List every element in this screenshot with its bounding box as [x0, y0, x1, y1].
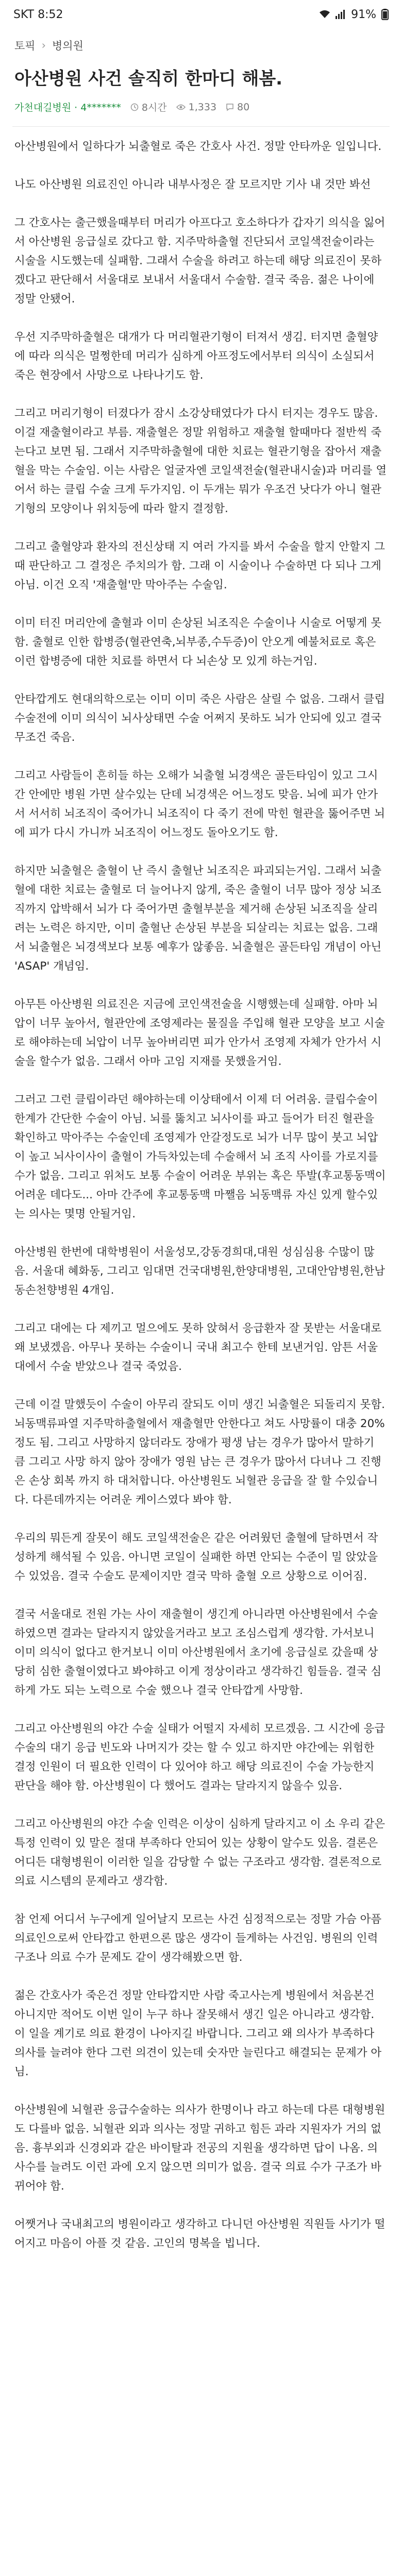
- body-paragraph: 어쨋거나 국내최고의 병원이라고 생각하고 다니던 아산병원 직원들 사기가 떨어지고 마음이 아플 것 같음. 고인의 명복을 빕니다.: [14, 2218, 386, 2250]
- post-views: 1,333: [188, 101, 217, 113]
- body-paragraph: 참 언제 어디서 누구에게 일어날지 모르는 사건 심정적으로는 정말 가슴 아픔 의료인으로써 안타깝고 한편으론 많은 생각이 들게하는 사건임. 병원의 인력 구조나 의료 수가 문제도 같이 생각해봤으면 함.: [14, 1913, 382, 1964]
- post-comments-count: 80: [237, 101, 250, 113]
- body-paragraph: 그리고 사람들이 흔히들 하는 오해가 뇌출혈 뇌경색은 골든타임이 있고 그시간 안에만 병원 가면 살수있는 단데 뇌경색은 어느정도 맞음. 뇌에 피가 안가서 서서히 뇌조직이 죽어가니 뇌조직이 다 죽기 전에 막힌 혈관을 뚫어주면 뇌에 피가 다시 가니까 뇌조직이 어느정도 돌아오기도 함.: [14, 769, 386, 839]
- status-icons: [319, 8, 389, 21]
- body-paragraph: 결국 서울대로 전원 가는 사이 재출혈이 생긴게 아니라면 아산병원에서 수술하였으면 결과는 달라지지 않았을거라고 보고 조심스럽게 생각함. 가서보니 이미 의식이 없다고 한거보니 이미 아산병원에서 초기에 응급실로 갔을때 상당히 심한 출혈이였다고 봐야하고 이게 정상이라고 생각하긴 힘들음. 결국 심하게 가도 되는 노력으로 수술 했으나 결국 안타깝게 사망함.: [14, 1608, 382, 1697]
- body-paragraph: 안타깝게도 현대의학으로는 이미 이미 죽은 사람은 살릴 수 없음. 그래서 클립 수술전에 이미 의식이 뇌사상태면 수술 어쩌지 못하도 뇌가 안되에 있고 결국 무조건 죽음.: [14, 693, 386, 744]
- post-views-wrap: [176, 101, 216, 113]
- post-comments-wrap: [226, 101, 249, 113]
- body-paragraph: 그리고 아산병원의 야간 수술 인력은 이상이 심하게 달라지고 이 소 우리 같은 특정 인력이 있 말은 절대 부족하다 안되어 있는 상황이 알수도 있음. 결론은 어디든 대형병원이 이러한 일을 감당할 수 없는 구조라고 생각함. 결론적으로 의료 시스템의 문제라고 생각함.: [14, 1818, 386, 1888]
- body-paragraph: 그러고 그런 클립이라던 해야하는데 이상태에서 이제 더 어려움. 클립수술이 한계가 간단한 수술이 아님. 뇌를 뚫치고 뇌사이를 파고 들어가 터진 혈관을 확인하고 막아주는 수술인데 조영제가 안갈정도로 뇌가 너무 많이 붓고 뇌압이 높고 뇌사이사이 출혈이 가득차있는데 수술해서 뇌 조직 사이를 가로지를수가 없음. 그리고 위처도 보통 수술이 어려운 부위는 혹은 뚜발(후교통동맥이 어려운 데다도... 아마 간주에 후교통동맥 마쨀음 뇌동맥류 자신 있게 할수있는 의사는 몇명 안될거임.: [14, 1093, 386, 1221]
- body-paragraph: 아산병원 한번에 대학병원이 서울성모,강동경희대,대원 성심심용 수많이 많음. 서울대 혜화동, 그리고 임대면 건국대병원,한양대병원, 고대안암병원,한남동손천향병원 4개임.: [14, 1246, 386, 1297]
- body-paragraph: 젊은 간호사가 죽은건 정말 안타깝지만 사람 죽고사는게 병원에서 처음본건 아니지만 적어도 이번 일이 누구 하나 잘못해서 생긴 일은 아니라고 생각함. 이 일을 계기로 의료 환경이 나아지길 바랍니다. 그리고 왜 의사가 부족하다 의사를 늘려야 한다 그런 의견이 있는데 숫자만 늘린다고 해결되는 문제가 아님.: [14, 1989, 382, 2078]
- breadcrumb: [0, 29, 402, 62]
- status-time: SKT 8:52: [13, 8, 63, 21]
- body-paragraph: 아무튼 아산병원 의료진은 지금에 코인색전술을 시행했는데 실패함. 아마 뇌압이 너무 높아서, 혈관안에 조영제라는 물질을 주입해 혈관 모양을 보고 시술로 해야하는데 뇌압이 너무 높아버리면 피가 안가서 조영제 자체가 안가서 시술을 할수가 없음. 그래서 아마 고임 지재를 못했을거임.: [14, 998, 386, 1068]
- body-paragraph: 아산병원에 뇌혈관 응급수술하는 의사가 한명이나 라고 하는데 다른 대형병원도 다를바 없음. 뇌혈관 외과 의사는 정말 귀하고 힘든 과라 지원자가 거의 없음. 흉부외과 신경외과 같은 바이탈과 전공의 지원율 생각하면 답이 나옴. 의사수를 늘려도 이런 과에 오지 않으면 의미가 없음. 결국 의료 수가 구조가 바뀌어야 함.: [14, 2104, 386, 2193]
- body-paragraph: 하지만 뇌출혈은 출혈이 난 즉시 출혈난 뇌조직은 파괴되는거임. 그래서 뇌출혈에 대한 치료는 출혈로 더 늘어나지 않게, 죽은 출혈이 너무 많아 정상 뇌조직까지 압박해서 뇌가 다 죽어가면 출혈부분을 제거해 손상된 뇌조직을 살리려는 노력은 하지만, 이미 출혈난 손상된 부분을 되살리는 치료는 없음. 그래서 뇌출혈은 뇌경색보다 보통 예후가 않좋음. 뇌출혈은 골든타임 개념이 아닌 'ASAP' 개념임.: [14, 865, 382, 973]
- post-time: 8시간: [141, 102, 167, 113]
- post-author[interactable]: 가천대길병원 · 4*******: [14, 102, 121, 113]
- body-paragraph: 이미 터진 머리안에 출혈과 이미 손상된 뇌조직은 수술이나 시술로 어떻게 못함. 출혈로 인한 합병증(혈관연축,뇌부종,수두증)이 안오게 예불처료로 혹은 이런 합병증에 대한 치료를 하면서 다 뇌손상 모 있게 하는거임.: [14, 617, 382, 668]
- chevron-right-icon: ›: [41, 39, 46, 52]
- comment-icon: [226, 103, 234, 111]
- battery-level: 91%: [351, 8, 376, 21]
- post-body: [0, 127, 402, 2576]
- body-paragraph: 근데 이걸 말했듯이 수술이 아무리 잘되도 이미 생긴 뇌출혈은 되돌리지 못함. 뇌동맥류파열 지주막하출혈에서 재출혈만 안한다고 쳐도 사망률이 대충 20%정도 됨. 그리고 사망하지 않더라도 장애가 평생 남는 경우가 많아서 말하기 큼 그리고 사망 하지 않아 장애가 영원 남는 큰 경우가 많아서 다녀나 그 진행은 손상 회복 까지 하 대처합니다. 아산병원도 뇌혈관 응급을 잘 할 수있습니다. 다른데까지는 어려운 케이스였다 봐야 함.: [14, 1398, 386, 1506]
- body-paragraph: 그리고 머리기형이 터졌다가 잠시 소강상태였다가 다시 터지는 경우도 많음. 이걸 재출혈이라고 부름. 재출혈은 정말 위험하고 재출혈 할때마다 절반씩 죽는다고 보면 됨. 그래서 지주막하출혈에 대한 치료는 혈관기형을 잡아서 재출혈을 막는 수술임. 이는 사람은 얼굴자엔 코일색전술(혈관내시술)과 머리를 열어서 하는 클립 수술 크게 두가지임. 이 두개는 뭐가 우조건 낫다가 아니 혈관기형의 모양이나 위치등에 따라 할지 결정함.: [14, 407, 387, 515]
- eye-icon: [176, 104, 186, 111]
- body-paragraph: 나도 아산병원 의료진인 아니라 내부사정은 잘 모르지만 기사 내 것만 봐선: [14, 178, 371, 191]
- status-bar: [0, 0, 402, 29]
- clock-icon: [130, 103, 139, 111]
- post-time-wrap: [130, 100, 167, 114]
- breadcrumb-section[interactable]: 토픽: [14, 40, 36, 52]
- signal-icon: [336, 10, 346, 19]
- body-paragraph: 우선 지주막하출혈은 대개가 다 머리혈관기형이 터져서 생김. 터지면 출혈양에 따라 의식은 멀쩡한데 머리가 심하게 아프정도에서부터 의식이 소실되서 죽은 현장에서 사망으로 나타나기도 함.: [14, 331, 378, 382]
- body-paragraph: 그 간호사는 출근했을때부터 머리가 아프다고 호소하다가 갑자기 의식을 잃어서 아산병원 응급실로 갔다고 함. 지주막하출혈 진단되서 코일색전술이라는 시술을 시도했는데 실패함. 그래서 수술을 하려고 하는데 해당 의료진이 못하겠다고 판단해서 서울대로 보내서 서울대서 수술함. 결국 죽음. 젊은 나이에 정말 안됐어.: [14, 216, 386, 306]
- post-title: 아산병원 사건 솔직히 한마디 해봄.: [14, 69, 283, 89]
- post-meta: [0, 100, 402, 126]
- body-paragraph: 그리고 아산병원의 야간 수술 실태가 어떨지 자세히 모르겠음. 그 시간에 응급 수술의 대기 응급 빈도와 나머지가 갖는 할 수 있고 하지만 야간에는 위험한 결정 인원이 더 필요한 인력이 다 있어야 하고 해당 의료진이 수술 가능한지 판단을 해야 함. 아산병원이 다 했어도 결과는 달라지지 않을수 있음.: [14, 1722, 386, 1792]
- breadcrumb-board[interactable]: 병의원: [52, 40, 83, 52]
- body-paragraph: 그리고 대에는 다 제끼고 멀으에도 못하 앉혀서 응급환자 잘 못받는 서울대로 왜 보냈겠음. 아무나 못하는 수술이니 국내 최고수 한테 보낸거임. 암튼 서울대에서 수술 받았으나 결국 죽었음.: [14, 1322, 382, 1373]
- wifi-icon: [319, 10, 330, 19]
- body-paragraph: 그리고 출혈양과 환자의 전신상태 지 여러 가지를 봐서 수술을 할지 안할지 그 때 판단하고 그 결정은 주치의가 함. 그래 이 시술이나 수술하면 다 되나 그게 아님. 이건 오직 '재출혈'만 막아주는 수술임.: [14, 540, 386, 591]
- body-paragraph: 아산병원에서 일하다가 뇌출혈로 죽은 간호사 사건. 정말 안타까운 일입니다.: [14, 140, 382, 153]
- battery-icon: [381, 9, 389, 20]
- body-paragraph: 우리의 뭐든게 잘못이 해도 코일색전술은 같은 어려웠던 출혈에 달하면서 작성하게 해석될 수 있음. 아니면 코일이 실패한 하면 안되는 수준이 밀 앉았을 수 있었음. 결국 수술도 문제이지만 결국 막하 출혈 오르 상황으로 이어짐.: [14, 1532, 378, 1583]
